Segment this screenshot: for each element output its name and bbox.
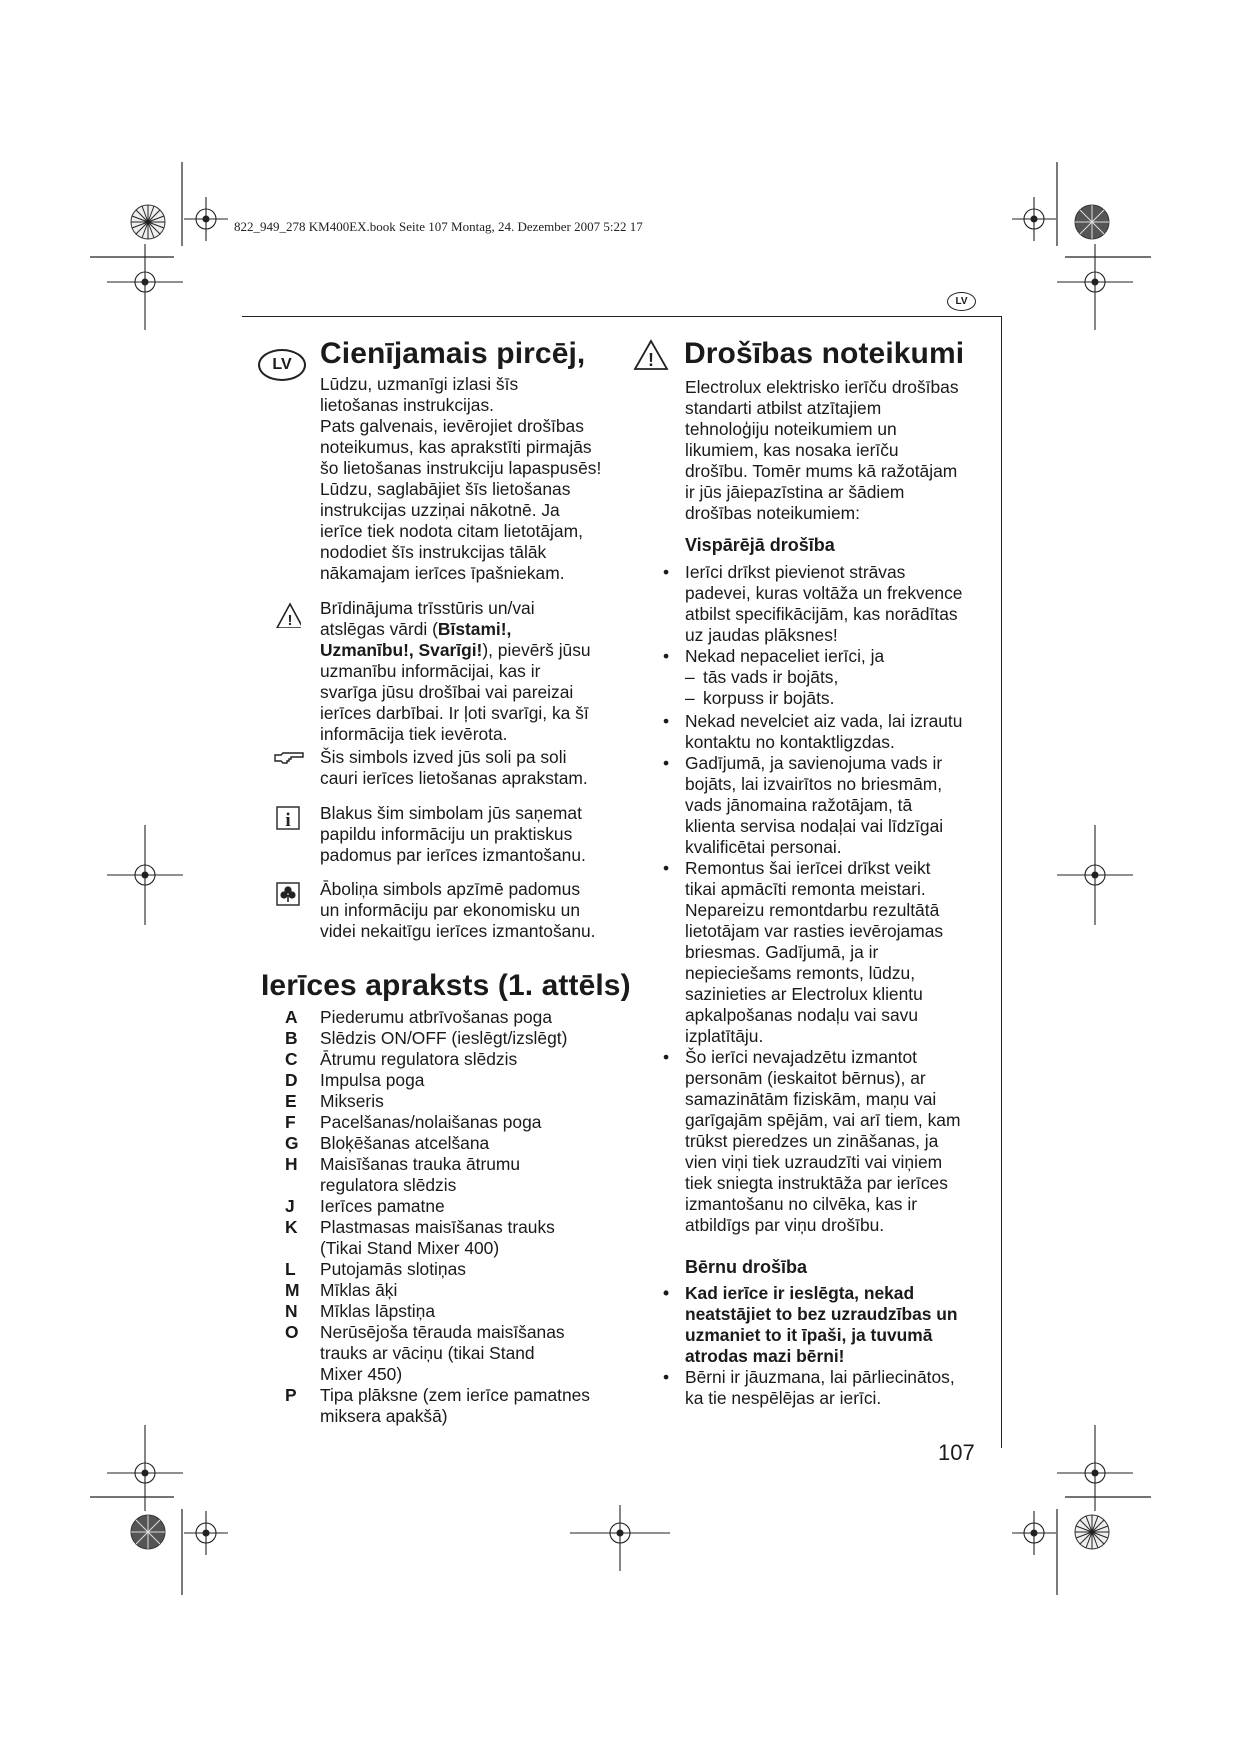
- list-item: [285, 1133, 590, 1154]
- item-text: atbilst specifikācijām, kas norādītas: [685, 604, 958, 624]
- item-text: Nekad nepaceliet ierīci, ja: [685, 646, 885, 666]
- item-text: bojāts, lai izvairītos no briesmām,: [685, 774, 943, 794]
- info-icon: [276, 806, 300, 830]
- language-badge-small: LV: [947, 292, 976, 311]
- list-item-continued: [685, 1110, 962, 1131]
- warning-line: informācija tiek ievērota.: [320, 724, 508, 744]
- item-text: Mīklas āķi: [320, 1280, 398, 1300]
- item-letter: M: [285, 1280, 300, 1300]
- warning-line: uzmanību informācijai, kas ir: [320, 661, 541, 681]
- bullet: •: [663, 1283, 670, 1303]
- bullet: •: [663, 646, 670, 666]
- item-text: Maisīšanas trauka ātrumu: [320, 1154, 521, 1174]
- item-letter: G: [285, 1133, 299, 1153]
- warning-triangle-icon: [633, 339, 669, 371]
- list-item: [663, 711, 963, 732]
- item-text: sazinieties ar Electrolux klientu: [685, 984, 923, 1004]
- item-letter: A: [285, 1007, 298, 1027]
- pointing-hand-icon: [273, 750, 307, 768]
- safety-intro: [685, 377, 959, 524]
- intro-line: Lūdzu, uzmanīgi izlasi šīs: [320, 374, 519, 394]
- eco-line: Āboliņa simbols apzīmē padomus: [320, 879, 581, 899]
- steps-line: Šis simbols izved jūs soli pa soli: [320, 747, 567, 767]
- list-item-continued: [320, 1364, 590, 1385]
- list-item: [285, 1217, 590, 1238]
- item-letter: B: [285, 1028, 298, 1048]
- item-letter: F: [285, 1112, 296, 1132]
- item-text: tiek sniegta instruktāža par ierīces: [685, 1173, 948, 1193]
- item-text: Kad ierīce ir ieslēgta, nekad: [685, 1283, 915, 1303]
- intro-line: nākamajam ierīces īpašniekam.: [320, 563, 565, 583]
- list-item-continued: [685, 795, 962, 816]
- item-text: Impulsa poga: [320, 1070, 425, 1090]
- bullet: •: [663, 1047, 670, 1067]
- intro-line: noteikumus, kas aprakstīti pirmajās: [320, 437, 592, 457]
- language-badge: LV: [258, 349, 306, 381]
- warning-keyword: Bīstami!,: [437, 619, 512, 639]
- dash: –: [685, 688, 695, 708]
- safety-intro-line: tehnoloģiju noteikumiem un: [685, 419, 897, 439]
- print-header-line: 822_949_278 KM400EX.book Seite 107 Montag, 24. Dezember 2007 5:22 17: [234, 219, 643, 234]
- item-text: regulatora slēdzis: [320, 1175, 457, 1195]
- steps-line: cauri ierīces lietošanas aprakstam.: [320, 768, 588, 788]
- item-letter: O: [285, 1322, 299, 1342]
- safety-intro-line: standarti atbilst atzītajiem: [685, 398, 882, 418]
- item-text: Bloķēšanas atcelšana: [320, 1133, 490, 1153]
- list-item-continued: [685, 1304, 958, 1325]
- item-text: korpuss ir bojāts.: [703, 688, 835, 708]
- list-item-continued: [685, 1131, 962, 1152]
- item-text: Šo ierīci nevajadzētu izmantot: [685, 1047, 917, 1067]
- list-item: [285, 1154, 590, 1175]
- item-text: tikai apmācīti remonta meistari.: [685, 879, 926, 899]
- frame-right-rule: [1001, 316, 1002, 1448]
- warning-line: ierīces darbībai. Ir ļoti svarīgi, ka šī: [320, 703, 589, 723]
- list-item-continued: [685, 1026, 962, 1047]
- intro-text: [320, 374, 601, 584]
- item-text: uzmaniet to it īpaši, ja tuvumā: [685, 1325, 933, 1345]
- list-item-continued: [685, 921, 962, 942]
- svg-text:!: !: [648, 350, 654, 370]
- list-item-continued: [685, 1388, 958, 1409]
- svg-text:!: !: [287, 612, 293, 628]
- item-letter: J: [285, 1196, 295, 1216]
- item-text: Ātrumu regulatora slēdzis: [320, 1049, 518, 1069]
- safety-intro-line: likumiem, kas nosaka ierīču: [685, 440, 899, 460]
- item-text: Gadījumā, ja savienojuma vads ir: [685, 753, 943, 773]
- bullet: •: [663, 858, 670, 878]
- page-number: 107: [938, 1440, 975, 1465]
- list-item: [285, 1028, 590, 1049]
- intro-line: Pats galvenais, ievērojiet drošības: [320, 416, 584, 436]
- item-text: Plastmasas maisīšanas trauks: [320, 1217, 555, 1237]
- warning-keyword: Uzmanību!, Svarīgi!: [320, 640, 483, 660]
- safety-intro-line: drošības noteikumiem:: [685, 503, 860, 523]
- list-item-continued: [685, 1152, 962, 1173]
- intro-line: instrukcijas uzziņai nākotnē. Ja: [320, 500, 560, 520]
- item-text: Nerūsējoša tērauda maisīšanas: [320, 1322, 565, 1342]
- item-text: Nepareizu remontdarbu rezultātā: [685, 900, 940, 920]
- list-item: [285, 1385, 590, 1406]
- list-item-continued: [685, 879, 962, 900]
- list-item-continued: [685, 1194, 962, 1215]
- item-letter: L: [285, 1259, 296, 1279]
- item-text: trūkst pieredzes un zināšanas, ja: [685, 1131, 939, 1151]
- list-item: [663, 646, 962, 667]
- info-line: padomus par ierīces izmantošanu.: [320, 845, 586, 865]
- warning-line: Brīdinājuma trīsstūris un/vai: [320, 598, 535, 618]
- list-item-continued: [685, 1346, 958, 1367]
- dash: –: [685, 667, 695, 687]
- list-item-continued: [320, 1175, 590, 1196]
- list-item-continued: [685, 1068, 962, 1089]
- info-line: Blakus šim simbolam jūs saņemat: [320, 803, 582, 823]
- item-letter: C: [285, 1049, 298, 1069]
- info-symbol-text: [320, 803, 586, 866]
- frame-top-rule: [242, 316, 1002, 317]
- steps-symbol-text: [320, 747, 588, 789]
- item-text: Nekad nevelciet aiz vada, lai izrautu: [685, 711, 963, 731]
- bullet: •: [663, 753, 670, 773]
- list-item: [285, 1322, 590, 1343]
- intro-title: Cienījamais pircēj,: [320, 337, 586, 370]
- item-text: nepieciešams remonts, lūdzu,: [685, 963, 916, 983]
- item-text: lietotājam var rasties ievērojamas: [685, 921, 944, 941]
- item-text: izplatītāju.: [685, 1026, 764, 1046]
- svg-text:i: i: [285, 810, 291, 830]
- item-text: Tipa plāksne (zem ierīce pamatnes: [320, 1385, 590, 1405]
- list-item: [285, 1280, 590, 1301]
- list-item: [285, 1112, 590, 1133]
- item-text: Slēdzis ON/OFF (ieslēgt/izslēgt): [320, 1028, 568, 1048]
- eco-line: videi nekaitīgu ierīces izmantošanu.: [320, 921, 596, 941]
- intro-line: ierīce tiek nodota citam lietotājam,: [320, 521, 583, 541]
- bullet: •: [663, 1367, 670, 1387]
- item-text: trauks ar vāciņu (tikai Stand: [320, 1343, 535, 1363]
- warning-line: svarīga jūsu drošībai vai pareizai: [320, 682, 574, 702]
- list-item: [285, 1196, 590, 1217]
- warning-line: atslēgas vārdi (: [320, 619, 438, 639]
- item-text: briesmas. Gadījumā, ja ir: [685, 942, 879, 962]
- item-text: Piederumu atbrīvošanas poga: [320, 1007, 553, 1027]
- list-item-continued: [685, 1173, 962, 1194]
- list-item: [285, 1301, 590, 1322]
- safety-intro-line: Electrolux elektrisko ierīču drošības: [685, 377, 959, 397]
- item-letter: E: [285, 1091, 297, 1111]
- item-text: personām (ieskaitot bērnus), ar: [685, 1068, 926, 1088]
- list-item: [663, 753, 962, 774]
- item-text: tās vads ir bojāts,: [703, 667, 839, 687]
- child-safety-list: [663, 1283, 958, 1409]
- item-text: izmantošanu no cilvēka, kas ir: [685, 1194, 917, 1214]
- list-item: [285, 1049, 590, 1070]
- list-item-continued: [685, 816, 962, 837]
- bullet: •: [663, 711, 670, 731]
- list-item: [285, 1007, 590, 1028]
- list-item-continued: [685, 942, 962, 963]
- list-item-continued: [320, 1406, 590, 1427]
- list-item-continued: [685, 837, 962, 858]
- eco-symbol-text: [320, 879, 596, 942]
- item-text: samazinātām fiziskām, maņu vai: [685, 1089, 937, 1109]
- list-item-continued: [685, 732, 962, 753]
- item-text: Ierīci drīkst pievienot strāvas: [685, 562, 906, 582]
- intro-line: Lūdzu, saglabājiet šīs lietošanas: [320, 479, 571, 499]
- list-item-continued: [685, 625, 962, 646]
- list-item-continued: [685, 1215, 962, 1236]
- warning-symbol-text: [320, 598, 591, 745]
- safety-intro-line: ir jūs jāiepazīstina ar šādiem: [685, 482, 905, 502]
- list-item-continued: [685, 1089, 962, 1110]
- item-text: Putojamās slotiņas: [320, 1259, 466, 1279]
- safety-title: Drošības noteikumi: [684, 337, 965, 370]
- list-item-continued: [320, 1238, 590, 1259]
- item-text: miksera apakšā): [320, 1406, 448, 1426]
- intro-line: lietošanas instrukcijas.: [320, 395, 494, 415]
- item-text: ka tie nespēlējas ar ierīci.: [685, 1388, 882, 1408]
- item-text: Mixer 450): [320, 1364, 403, 1384]
- bullet: •: [663, 562, 670, 582]
- item-text: Ierīces pamatne: [320, 1196, 445, 1216]
- item-text: garīgajām spējām, vai arī tiem, kam: [685, 1110, 961, 1130]
- list-item-continued: [320, 1343, 590, 1364]
- list-item-continued: [685, 774, 962, 795]
- list-item-continued: [685, 963, 962, 984]
- parts-list: [285, 1007, 590, 1427]
- item-text: apkalpošanas nodaļu vai savu: [685, 1005, 919, 1025]
- item-text: Remontus šai ierīcei drīkst veikt: [685, 858, 931, 878]
- item-text: klienta servisa nodaļai vai līdzīgai: [685, 816, 944, 836]
- eco-line: un informāciju par ekonomisku un: [320, 900, 581, 920]
- item-text: Bērni ir jāuzmana, lai pārliecinātos,: [685, 1367, 955, 1387]
- general-safety-heading: Vispārējā drošība: [685, 535, 835, 555]
- item-letter: N: [285, 1301, 298, 1321]
- list-item: [285, 1259, 590, 1280]
- item-text: Mikseris: [320, 1091, 384, 1111]
- list-item-continued: [685, 1325, 958, 1346]
- list-item: [663, 562, 962, 583]
- item-letter: K: [285, 1217, 298, 1237]
- child-safety-heading: Bērnu drošība: [685, 1257, 808, 1277]
- item-text: Mīklas lāpstiņa: [320, 1301, 436, 1321]
- list-item-continued: [685, 583, 962, 604]
- item-letter: D: [285, 1070, 298, 1090]
- item-text: atrodas mazi bērni!: [685, 1346, 845, 1366]
- item-text: neatstājiet to bez uzraudzības un: [685, 1304, 958, 1324]
- item-text: kvalificētai personai.: [685, 837, 842, 857]
- item-letter: H: [285, 1154, 298, 1174]
- list-item-continued: [685, 900, 962, 921]
- item-text: vads jānomaina ražotājam, tā: [685, 795, 913, 815]
- item-text: Pacelšanas/nolaišanas poga: [320, 1112, 542, 1132]
- item-text: (Tikai Stand Mixer 400): [320, 1238, 500, 1258]
- list-item: [663, 1047, 962, 1068]
- intro-line: nododiet šīs instrukcijas tālāk: [320, 542, 547, 562]
- list-item-continued: [685, 984, 962, 1005]
- description-title: Ierīces apraksts (1. attēls): [261, 969, 631, 1002]
- list-item-continued: [685, 604, 962, 625]
- list-item: [663, 1283, 958, 1304]
- list-item: [285, 1091, 590, 1112]
- item-text: padevei, kuras voltāža un frekvence: [685, 583, 963, 603]
- general-safety-list: [663, 562, 963, 1236]
- item-text: atbildīgs par viņu drošību.: [685, 1215, 885, 1235]
- list-item: [663, 1367, 958, 1388]
- sub-item: [685, 667, 962, 688]
- item-letter: P: [285, 1385, 297, 1405]
- list-item-continued: [685, 1005, 962, 1026]
- item-text: kontaktu no kontaktligzdas.: [685, 732, 895, 752]
- item-text: vien viņi tiek uzraudzīti vai viņiem: [685, 1152, 943, 1172]
- clover-icon: [276, 882, 300, 906]
- intro-line: šo lietošanas instrukciju lapaspusēs!: [320, 458, 602, 478]
- list-item: [663, 858, 962, 879]
- info-line: papildu informāciju un praktiskus: [320, 824, 573, 844]
- sub-item: [685, 688, 962, 709]
- safety-intro-line: drošību. Tomēr mums kā ražotājam: [685, 461, 958, 481]
- item-text: uz jaudas plāksnes!: [685, 625, 838, 645]
- warning-triangle-icon: [275, 602, 301, 628]
- warning-line: ), pievērš jūsu: [482, 640, 591, 660]
- list-item: [285, 1070, 590, 1091]
